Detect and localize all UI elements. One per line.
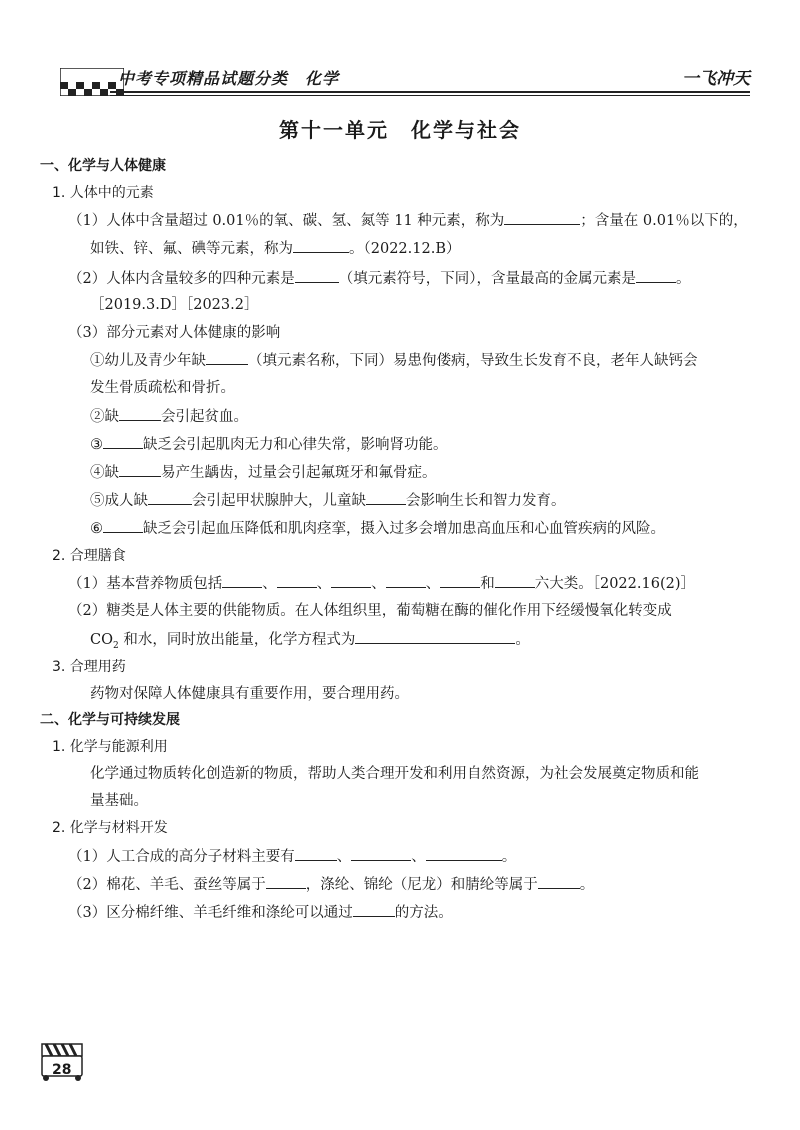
answer-blank[interactable] xyxy=(295,846,337,861)
subsection-3-title: 3. 合理用药 xyxy=(52,659,126,675)
answer-blank[interactable] xyxy=(103,518,143,533)
item-5: ⑤成人缺 会引起甲状腺肿大，儿童缺 会影响生长和智力发育。 xyxy=(90,490,566,511)
question-1-1-cont: 如铁、锌、氟、碘等元素，称为 。（2022.12.B） xyxy=(90,238,460,259)
answer-blank[interactable] xyxy=(426,846,502,861)
page-number: 28 xyxy=(52,1062,72,1078)
answer-blank[interactable] xyxy=(495,573,535,588)
header-brand: 一飞冲天 xyxy=(682,69,750,89)
question-1-2-ref: ［2019.3.D］［2023.2］ xyxy=(90,297,259,313)
answer-blank[interactable] xyxy=(331,573,371,588)
page-header xyxy=(40,60,750,100)
item-1-cont: 发生骨质疏松和骨折。 xyxy=(90,380,235,396)
answer-blank[interactable] xyxy=(504,210,580,225)
question-2-1: （1）基本营养物质包括 、 、 、 、 和 六大类。［2022.16(2)］ xyxy=(68,573,695,594)
subsection-3-text: 药物对保障人体健康具有重要作用，要合理用药。 xyxy=(90,686,409,702)
answer-blank[interactable] xyxy=(293,238,349,253)
answer-blank[interactable] xyxy=(119,462,161,477)
subsection-2-1-title: 1. 化学与能源利用 xyxy=(52,739,168,755)
question-1-3: （3）部分元素对人体健康的影响 xyxy=(68,325,281,341)
question-s2-1: （1）人工合成的高分子材料主要有 、 、 。 xyxy=(68,846,516,867)
question-2-2: （2）糖类是人体主要的供能物质。在人体组织里，葡萄糖在酶的催化作用下经缓慢氧化转变成 xyxy=(68,603,672,619)
question-s2-3: （3）区分棉纤维、羊毛纤维和涤纶可以通过 的方法。 xyxy=(68,902,453,923)
section-heading-2: 二、化学与可持续发展 xyxy=(40,712,180,728)
answer-blank[interactable] xyxy=(266,874,306,889)
answer-blank[interactable] xyxy=(103,434,143,449)
header-rule xyxy=(110,91,750,93)
subsection-1-title: 1. 人体中的元素 xyxy=(52,185,154,201)
answer-blank[interactable] xyxy=(353,902,395,917)
answer-blank[interactable] xyxy=(636,268,676,283)
item-2: ②缺 会引起贫血。 xyxy=(90,406,248,427)
answer-blank[interactable] xyxy=(538,874,580,889)
subsection-2-2-title: 2. 化学与材料开发 xyxy=(52,820,168,836)
item-1: ①幼儿及青少年缺 （填元素名称，下同）易患佝偻病，导致生长发育不良，老年人缺钙会 xyxy=(90,350,698,371)
answer-blank[interactable] xyxy=(295,268,339,283)
question-1-2: （2）人体内含量较多的四种元素是 （填元素符号，下同），含量最高的金属元素是 。 xyxy=(68,268,690,289)
question-2-2-cont: $CO_2$ 和水，同时放出能量，化学方程式为 。 xyxy=(90,629,530,656)
answer-blank[interactable] xyxy=(206,350,248,365)
answer-blank[interactable] xyxy=(222,573,262,588)
header-title: 中考专项精品试题分类 化学 xyxy=(118,69,340,88)
answer-blank[interactable] xyxy=(119,406,161,421)
question-s2-2: （2）棉花、羊毛、蚕丝等属于 ，涤纶、锦纶（尼龙）和腈纶等属于 。 xyxy=(68,874,594,895)
item-6: ⑥ 缺乏会引起血压降低和肌肉痉挛，摄入过多会增加患高血压和心血管疾病的风险。 xyxy=(90,518,665,539)
answer-blank[interactable] xyxy=(366,490,406,505)
unit-title: 第十一单元 化学与社会 xyxy=(279,118,521,142)
subsection-2-1-text: 化学通过物质转化创造新的物质，帮助人类合理开发和利用自然资源，为社会发展奠定物质和能 xyxy=(90,766,699,782)
answer-blank[interactable] xyxy=(386,573,426,588)
header-rule-thin xyxy=(110,95,750,96)
subsection-2-title: 2. 合理膳食 xyxy=(52,548,126,564)
item-3: ③ 缺乏会引起肌肉无力和心律失常，影响肾功能。 xyxy=(90,434,448,455)
answer-blank[interactable] xyxy=(351,846,411,861)
question-1-1: （1）人体中含量超过 0.01％的氧、碳、氢、氮等 11 种元素，称为 ；含量在 0.01％以下的， xyxy=(68,210,748,231)
answer-blank[interactable] xyxy=(277,573,317,588)
answer-blank[interactable] xyxy=(440,573,480,588)
item-4: ④缺 易产生龋齿，过量会引起氟斑牙和氟骨症。 xyxy=(90,462,437,483)
answer-blank[interactable] xyxy=(148,490,192,505)
section-heading-1: 一、化学与人体健康 xyxy=(40,158,166,174)
subsection-2-1-text-cont: 量基础。 xyxy=(90,793,148,809)
answer-blank[interactable] xyxy=(355,629,515,644)
